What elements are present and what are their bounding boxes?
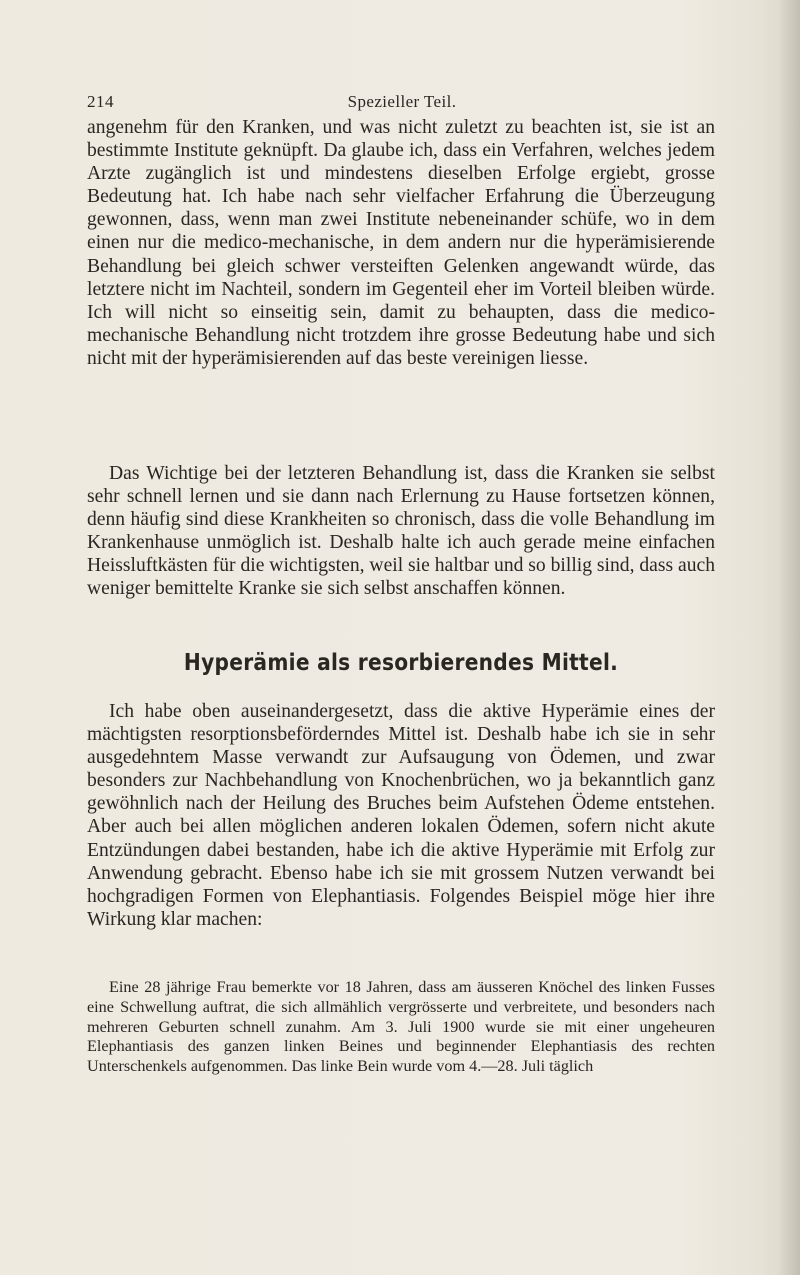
body-paragraph-2-block <box>87 462 715 601</box>
body-paragraph-1-block <box>87 116 715 370</box>
running-head: Spezieller Teil. <box>347 92 457 111</box>
case-report-block <box>87 978 715 1077</box>
case-report-paragraph: Eine 28 jährige Frau bemerkte vor 18 Jahren, dass am äusseren Knöchel des linken Fusses eine Schwellung auftrat, die sich allmählich vergrösserte und verbreitete, und besonders nach mehreren Geburten schnell zunahm. Am 3. Juli 1900 wurde sie mit einer ungeheuren Elephantiasis des ganzen linken Beines und beginnender Elephantiasis des rechten Unterschenkels aufgenommen. Das linke Bein wurde vom 4.—28. Juli täglich <box>87 978 715 1076</box>
page-header <box>87 92 717 116</box>
body-paragraph: angenehm für den Kranken, und was nicht zuletzt zu beachten ist, sie ist an bestimmte Institute geknüpft. Da glaube ich, dass ein Verfahren, welches jedem Arzte zugänglich ist und mindestens dieselben Erfolge ergiebt, grosse Bedeutung hat. Ich habe nach sehr vielfacher Erfahrung die Überzeugung gewonnen, dass, wenn man zwei Institute nebeneinander schüfe, wo in dem einen nur die medico-mechanische, in dem andern nur die hyperämisierende Behandlung bei gleich schwer versteiften Gelenken angewandt würde, das letztere nicht im Nachteil, sondern im Gegenteil eher im Vorteil bleiben würde. Ich will nicht so einseitig sein, damit zu behaupten, dass die medico-mechanische Behandlung nicht trotzdem ihre grosse Bedeutung habe und sich nicht mit der hyperämisierenden auf das beste vereinigen liesse. <box>87 117 715 369</box>
section-heading: Hyperämie als resorbierendes Mittel. <box>183 648 619 676</box>
body-paragraph-3-block <box>87 700 715 931</box>
body-paragraph: Ich habe oben auseinandergesetzt, dass die aktive Hyperämie eines der mächtigsten resorptionsbeförderndes Mittel ist. Deshalb habe ich sie in sehr ausgedehntem Masse verwandt zur Aufsaugung von Ödemen, und zwar besonders zur Nachbehandlung von Knochenbrüchen, wo ja bekanntlich ganz gewöhnlich nach der Heilung des Bruches beim Aufstehen Ödeme entstehen. Aber auch bei allen möglichen anderen lokalen Ödemen, sofern nicht akute Entzündungen dabei bestanden, habe ich die aktive Hyperämie mit Erfolg zur Anwendung gebracht. Ebenso habe ich sie mit grossem Nutzen verwandt bei hochgradigen Formen von Elephantiasis. Folgendes Beispiel möge hier ihre Wirkung klar machen: <box>87 701 715 930</box>
body-paragraph: Das Wichtige bei der letzteren Behandlung ist, dass die Kranken sie selbst sehr schnell lernen und sie dann nach Erlernung zu Hause fortsetzen können, denn häufig sind diese Krankheiten so chronisch, dass die volle Behandlung im Krankenhause unmöglich ist. Deshalb halte ich auch gerade meine einfachen Heissluftkästen für die wichtigsten, weil sie haltbar und so billig sind, dass auch weniger bemittelte Kranke sie sich selbst anschaffen können. <box>87 463 715 600</box>
page-edge-shadow <box>778 0 800 1275</box>
page-number: 214 <box>87 92 114 111</box>
